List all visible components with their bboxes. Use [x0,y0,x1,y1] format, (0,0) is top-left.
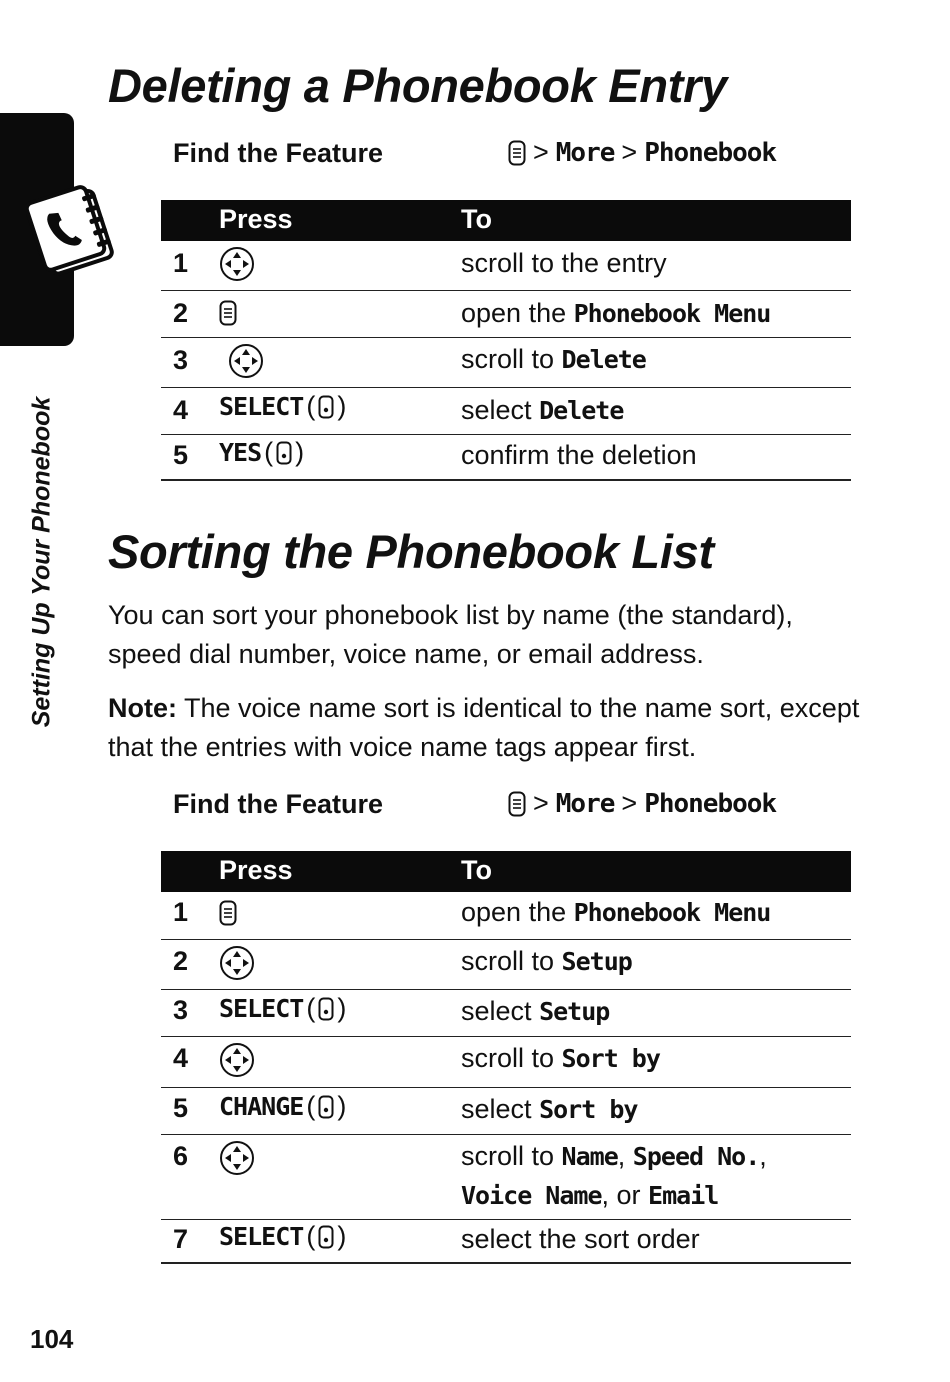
intro-paragraph: You can sort your phonebook list by name (the standard), speed dial number, voice name, or email address. [108,600,793,669]
step-action: scroll to Delete [461,344,646,374]
step-number: 3 [173,345,189,375]
table-row [161,940,851,990]
table-row [161,291,851,338]
menu-item-name: Sort by [539,1095,638,1124]
menu-item-name: Sort by [561,1044,660,1073]
step-number: 2 [173,298,189,328]
nav-key-icon [219,945,255,981]
section-heading-delete: Deleting a Phonebook Entry [108,59,727,112]
steps-table-sort [161,851,851,1267]
page-number: 104 [30,1324,74,1354]
nav-key-icon [219,1140,255,1176]
table-row: 5 YES ( ) confirm the deletion [161,435,851,480]
table-row [161,1037,851,1088]
column-header-to: To [461,855,492,885]
menu-item-name: Phonebook Menu [573,299,771,328]
table-row [161,338,851,388]
menu-item-name: Setup [539,997,610,1026]
phonebook-icon [26,183,122,281]
step-number: 1 [173,248,189,278]
note-paragraph [108,689,868,767]
menu-item-name: Name [561,1142,618,1171]
table-row [161,1135,851,1220]
table-row: 3 SELECT ( ) select Setup [161,990,851,1037]
step-number: 2 [173,946,189,976]
path-separator: > [533,137,549,167]
note-label: Note: [108,693,177,723]
step-action: select Delete [461,395,624,425]
menu-item-name: Speed No. [632,1142,760,1171]
menu-key-icon [219,900,237,926]
step-number: 5 [173,1093,189,1123]
step-number: 4 [173,395,189,425]
table-row [161,892,851,940]
menu-key-icon [219,300,237,326]
step-number: 1 [173,897,189,927]
menu-key-icon [508,140,526,166]
step-number: 6 [173,1141,189,1171]
soft-key-icon [318,997,334,1021]
soft-key-icon [276,441,292,465]
step-action: scroll to Sort by [461,1043,660,1073]
column-header-press: Press [219,204,293,234]
find-feature-label: Find the Feature [173,789,384,819]
step-action: select Sort by [461,1094,638,1124]
table-row: 4 SELECT ( ) select Delete [161,388,851,435]
steps-header [161,851,851,892]
path-separator: > [533,788,549,818]
path-item-phonebook: Phonebook [644,137,777,168]
soft-key-label: SELECT [219,392,304,421]
path-separator: > [621,788,638,818]
note-text: The voice name sort is identical to the name sort, except that the entries with voice name tags appear first. [108,693,860,762]
side-tab-label: Setting Up Your Phonebook [27,396,56,728]
table-end-rule [161,1263,851,1267]
menu-item-name: Voice Name [461,1181,602,1210]
step-action: scroll to the entry [461,248,667,278]
menu-item-name: Phonebook Menu [573,898,771,927]
soft-key-label: SELECT [219,1222,304,1251]
find-feature-path [508,788,776,819]
step-number: 5 [173,440,189,470]
step-action: open the Phonebook Menu [461,298,771,328]
step-action: select the sort order [461,1224,700,1254]
menu-item-name: Delete [539,396,624,425]
step-action: scroll to Setup [461,946,632,976]
step-number: 4 [173,1043,189,1073]
step-number: 3 [173,995,189,1025]
step-number: 7 [173,1224,189,1254]
path-item-more: More [555,788,615,819]
menu-item-name: Delete [561,345,646,374]
steps-header [161,200,851,241]
table-end-rule [161,480,851,484]
soft-key-icon [318,395,334,419]
soft-key-icon [318,1095,334,1119]
step-action: confirm the deletion [461,440,697,470]
section-heading-sort: Sorting the Phonebook List [108,525,714,578]
path-item-phonebook: Phonebook [644,788,777,819]
menu-key-icon [508,791,526,817]
soft-key-label: CHANGE [219,1092,304,1121]
find-feature-path [508,137,776,168]
column-header-to: To [461,204,492,234]
step-action: select Setup [461,996,610,1026]
soft-key-label: YES [219,438,262,467]
menu-item-name: Setup [561,947,632,976]
path-item-more: More [555,137,615,168]
step-action: scroll to Name, Speed No., Voice Name, or Email [461,1141,767,1210]
nav-key-icon [219,246,255,282]
table-row: 7 SELECT ( ) select the sort order [161,1220,851,1263]
step-action: open the Phonebook Menu [461,897,771,927]
menu-item-name: Email [648,1181,719,1210]
nav-key-icon [219,1042,255,1078]
soft-key-icon [318,1225,334,1249]
table-row [161,241,851,291]
soft-key-label: SELECT [219,994,304,1023]
table-row: 5 CHANGE ( ) select Sort by [161,1088,851,1135]
nav-key-icon [228,343,264,379]
steps-table-delete [161,200,851,484]
column-header-press: Press [219,855,293,885]
find-feature-label: Find the Feature [173,138,384,168]
path-separator: > [621,137,638,167]
